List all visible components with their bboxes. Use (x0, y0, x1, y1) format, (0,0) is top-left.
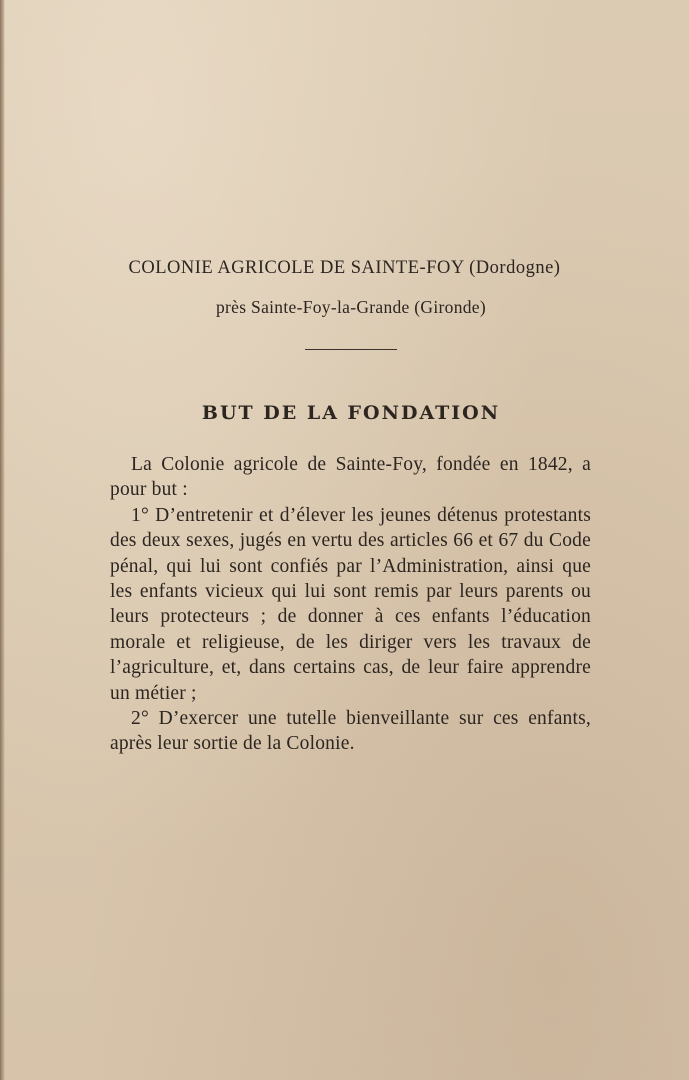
section-title: BUT DE LA FONDATION (201, 402, 501, 424)
institution-location: près Sainte-Foy-la-Grande (Gironde) (216, 297, 486, 317)
institution-heading: COLONIE AGRICOLE DE SAINTE-FOY (Dordogne) (128, 258, 561, 278)
paragraph-intro: La Colonie agricole de Sainte-Foy, fondée en 1842, a pour but : (110, 454, 591, 501)
page-edge-shadow (0, 0, 5, 1080)
body-text (110, 452, 591, 757)
paragraph-purpose-2: 2° D’exercer une tutelle bienveillante sur ces enfants, après leur sortie de la Colonie. (110, 708, 591, 755)
separator-rule (305, 349, 397, 350)
paragraph-purpose-1: 1° D’entretenir et d’élever les jeunes détenus protestants des deux sexes, jugés en vertu des articles 66 et 67 du Code pénal, qui lui sont confiés par l’Administration, ainsi que les enfants vicieux qui lui sont remis par leurs parents ou leurs protecteurs ; de donner à ces enfants l’éducation morale et religieuse, de les diriger vers les travaux de l’agriculture, et, dans certains cas, de leur faire apprendre un métier ; (110, 504, 591, 704)
